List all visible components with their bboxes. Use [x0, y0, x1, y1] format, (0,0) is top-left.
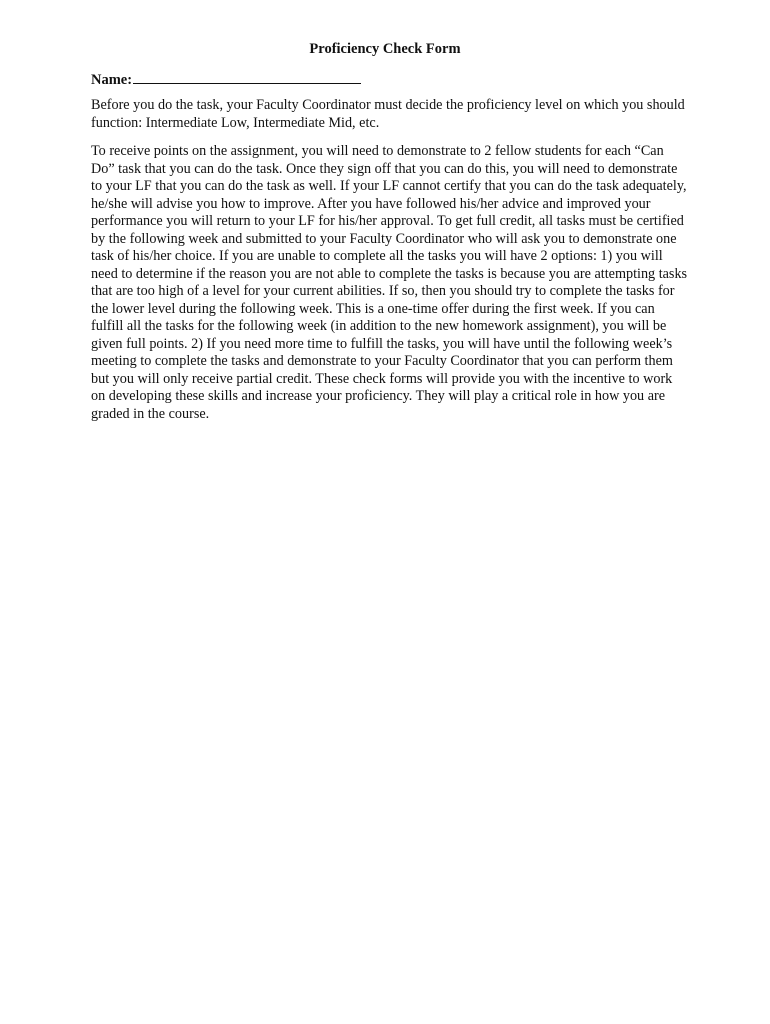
intro-paragraph: Before you do the task, your Faculty Coordinator must decide the proficiency level on which you should function: Intermediate Low, Intermediate Mid, etc.	[91, 97, 685, 131]
name-field-row	[91, 70, 361, 89]
page-title: Proficiency Check Form	[309, 41, 461, 57]
instructions-paragraph: To receive points on the assignment, you will need to demonstrate to 2 fellow students for each “Can Do” task that you can do the task. Once they sign off that you can do this, you will need to demonstrate to your LF that you can do the task as well. If your LF cannot certify that you can do the task adequately, he/she will advise you how to improve. After you have followed his/her advice and improved your performance you will return to your LF for his/her approval. To get full credit, all tasks must be certified by the following week and submitted to your Faculty Coordinator who will ask you to demonstrate one task of his/her choice. If you are unable to complete all the tasks you will have 2 options: 1) you will need to determine if the reason you are not able to complete the tasks is because you are attempting tasks that are too high of a level for your current abilities. If so, then you should try to complete the tasks for the lower level during the following week. This is a one-time offer during the first week. If you can fulfill all the tasks for the following week (in addition to the new homework assignment), you will be given full points. 2) If you need more time to fulfill the tasks, you will have until the following week’s meeting to complete the tasks and demonstrate to your Faculty Coordinator that you can perform them but you will only receive partial credit. These check forms will provide you with the incentive to work on developing these skills and increase your proficiency. They will play a critical role in how you are graded in the course.	[91, 143, 688, 422]
name-blank-line	[133, 70, 361, 84]
name-label: Name:	[91, 72, 133, 88]
